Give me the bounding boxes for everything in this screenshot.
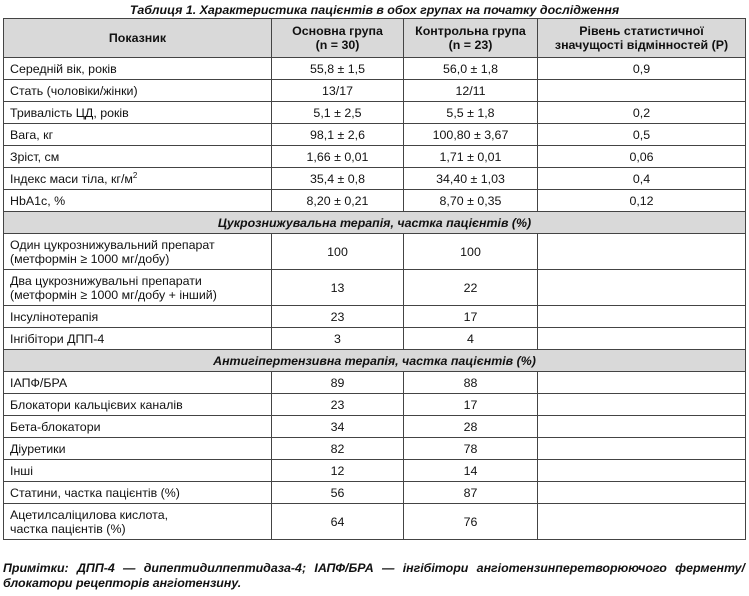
main-group-value: 13/17 [272, 80, 404, 102]
table-row [4, 482, 746, 504]
p-value [538, 80, 746, 102]
row-label: Інсулінотерапія [4, 306, 272, 328]
row-label-line1: Один цукрознижувальний препарат [10, 237, 215, 252]
patient-characteristics-table [3, 18, 746, 540]
table-caption: Таблиця 1. Характеристика пацієнтів в обох групах на початку дослідження [129, 3, 620, 17]
control-group-value: 56,0 ± 1,8 [404, 58, 538, 80]
control-group-value: 17 [404, 306, 538, 328]
section-title: Цукрознижувальна терапія, частка пацієнтів (%) [4, 212, 746, 234]
row-label [4, 504, 272, 540]
row-label: Бета-блокатори [4, 416, 272, 438]
control-group-value: 87 [404, 482, 538, 504]
p-value-empty [538, 482, 746, 504]
header-p-value [538, 19, 746, 58]
control-group-value: 22 [404, 270, 538, 306]
main-group-value: 100 [272, 234, 404, 270]
header-p-line2: значущості відмінностей (Р) [554, 38, 729, 52]
row-label: Середній вік, років [4, 58, 272, 80]
table-row [4, 328, 746, 350]
row-label: Тривалість ЦД, років [4, 102, 272, 124]
header-main-group-line2: (n = 30) [315, 38, 360, 52]
control-group-value: 17 [404, 394, 538, 416]
table-row [4, 124, 746, 146]
main-group-value: 98,1 ± 2,6 [272, 124, 404, 146]
table-notes: Примітки: ДПП-4 — дипептидилпептидаза-4; ІАПФ/БРА — інгібітори ангіотензинперетворюючого ферменту/блокатори рецепторів ангіотензину. [3, 561, 745, 590]
control-group-value: 12/11 [404, 80, 538, 102]
control-group-value: 5,5 ± 1,8 [404, 102, 538, 124]
p-value-empty [538, 504, 746, 540]
main-group-value: 55,8 ± 1,5 [272, 58, 404, 80]
header-indicator [4, 19, 272, 58]
main-group-value: 1,66 ± 0,01 [272, 146, 404, 168]
table-row [4, 80, 746, 102]
row-label: Блокатори кальцієвих каналів [4, 394, 272, 416]
row-label: Інгібітори ДПП-4 [4, 328, 272, 350]
table-row [4, 438, 746, 460]
row-label [4, 168, 272, 190]
p-value: 0,9 [538, 58, 746, 80]
row-label: Вага, кг [4, 124, 272, 146]
p-value-empty [538, 438, 746, 460]
row-label-line2: (метформін ≥ 1000 мг/добу + інший) [10, 287, 217, 302]
table-row [4, 504, 746, 540]
main-group-value: 82 [272, 438, 404, 460]
control-group-value: 8,70 ± 0,35 [404, 190, 538, 212]
section-title: Антигіпертензивна терапія, частка пацієнтів (%) [4, 350, 746, 372]
table-row [4, 372, 746, 394]
control-group-value: 34,40 ± 1,03 [404, 168, 538, 190]
main-group-value: 3 [272, 328, 404, 350]
section-row-antihypertensive [4, 350, 746, 372]
table-row [4, 168, 746, 190]
row-label: Зріст, см [4, 146, 272, 168]
main-group-value: 89 [272, 372, 404, 394]
p-value-empty [538, 234, 746, 270]
control-group-value: 4 [404, 328, 538, 350]
row-label-line2: частка пацієнтів (%) [10, 521, 126, 536]
row-label-line2: (метформін ≥ 1000 мг/добу) [10, 251, 170, 266]
row-label: Інші [4, 460, 272, 482]
row-label-text: Індекс маси тіла, кг/м [10, 171, 133, 186]
table-row [4, 146, 746, 168]
header-p-line1: Рівень статистичної [579, 24, 704, 38]
main-group-value: 13 [272, 270, 404, 306]
table-row [4, 460, 746, 482]
header-control-group-line2: (n = 23) [448, 38, 493, 52]
control-group-value: 100 [404, 234, 538, 270]
control-group-value: 1,71 ± 0,01 [404, 146, 538, 168]
row-label: HbA1c, % [4, 190, 272, 212]
table-row [4, 416, 746, 438]
p-value: 0,12 [538, 190, 746, 212]
main-group-value: 23 [272, 306, 404, 328]
main-group-value: 34 [272, 416, 404, 438]
control-group-value: 88 [404, 372, 538, 394]
row-label-line1: Ацетилсаліцилова кислота, [10, 507, 169, 522]
p-value-empty [538, 270, 746, 306]
row-label: Діуретики [4, 438, 272, 460]
row-label: Статини, частка пацієнтів (%) [4, 482, 272, 504]
header-indicator-label: Показник [108, 31, 167, 45]
p-value: 0,4 [538, 168, 746, 190]
header-control-group [404, 19, 538, 58]
table-row [4, 394, 746, 416]
table-row [4, 58, 746, 80]
p-value-empty [538, 416, 746, 438]
row-label: ІАПФ/БРА [4, 372, 272, 394]
control-group-value: 28 [404, 416, 538, 438]
p-value: 0,2 [538, 102, 746, 124]
p-value-empty [538, 372, 746, 394]
main-group-value: 64 [272, 504, 404, 540]
table-row [4, 270, 746, 306]
control-group-value: 100,80 ± 3,67 [404, 124, 538, 146]
row-label [4, 234, 272, 270]
p-value-empty [538, 328, 746, 350]
row-label-line1: Два цукрознижувальні препарати [10, 273, 202, 288]
control-group-value: 78 [404, 438, 538, 460]
main-group-value: 56 [272, 482, 404, 504]
main-group-value: 35,4 ± 0,8 [272, 168, 404, 190]
p-value: 0,06 [538, 146, 746, 168]
p-value-empty [538, 306, 746, 328]
section-row-glucose-lowering [4, 212, 746, 234]
control-group-value: 76 [404, 504, 538, 540]
header-main-group-line1: Основна група [292, 24, 383, 38]
main-group-value: 23 [272, 394, 404, 416]
row-label [4, 270, 272, 306]
table-row [4, 234, 746, 270]
table-row [4, 102, 746, 124]
table-header-row [4, 19, 746, 58]
header-control-group-line1: Контрольна група [415, 24, 526, 38]
main-group-value: 8,20 ± 0,21 [272, 190, 404, 212]
row-label: Стать (чоловіки/жінки) [4, 80, 272, 102]
p-value-empty [538, 460, 746, 482]
table-row [4, 306, 746, 328]
header-main-group [272, 19, 404, 58]
table-row [4, 190, 746, 212]
p-value-empty [538, 394, 746, 416]
row-label-superscript: 2 [132, 170, 138, 180]
p-value: 0,5 [538, 124, 746, 146]
main-group-value: 12 [272, 460, 404, 482]
main-group-value: 5,1 ± 2,5 [272, 102, 404, 124]
control-group-value: 14 [404, 460, 538, 482]
